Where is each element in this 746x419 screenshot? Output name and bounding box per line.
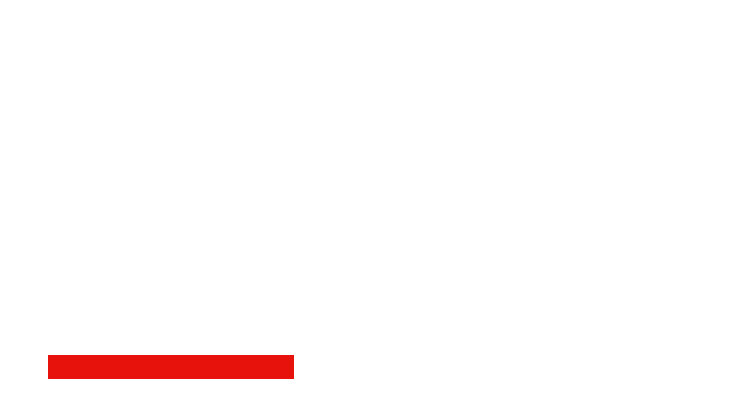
summary-box: [48, 355, 294, 379]
